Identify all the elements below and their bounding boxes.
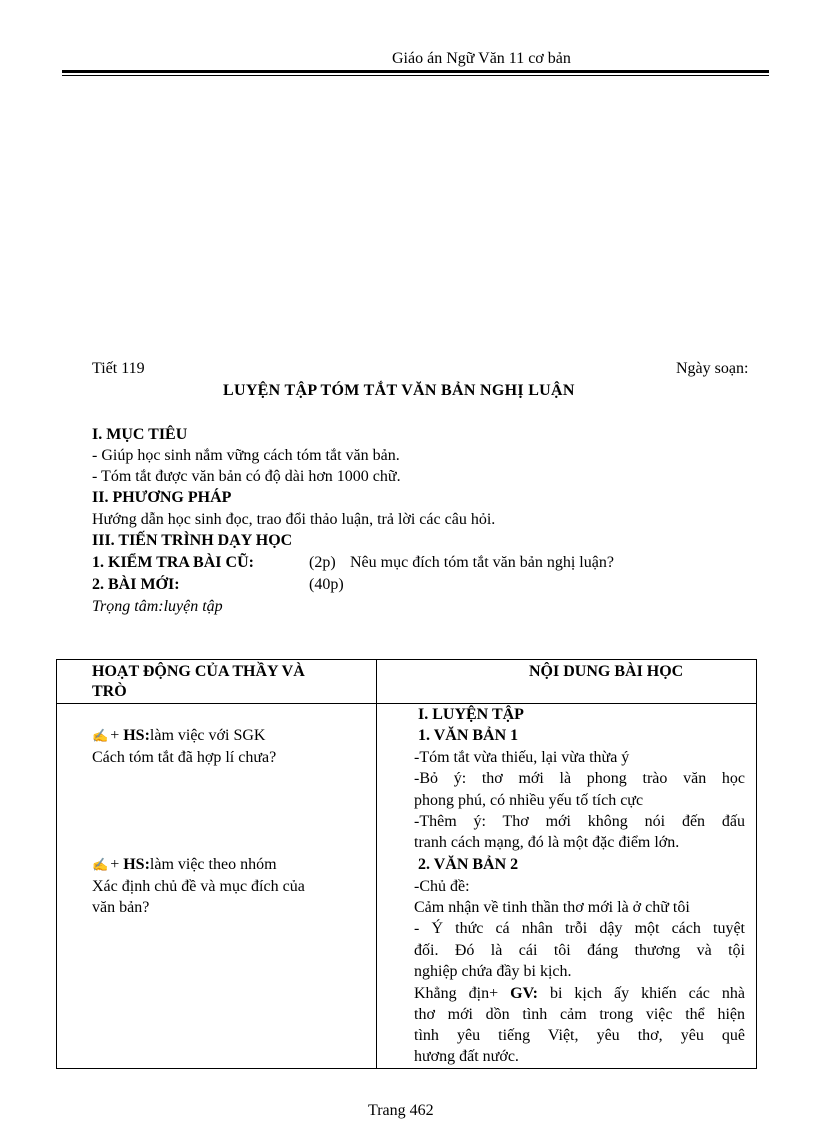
table-header-divider [56,703,757,704]
content-heading-text-2: 2. VĂN BẢN 2 [418,856,519,873]
focus-note: Trọng tâm:luyện tập [92,598,223,615]
section-1-line-1: - Giúp học sinh nắm vững cách tóm tắt văn bản. [92,447,400,464]
col-1-header-line-1: HOẠT ĐỘNG CỦA THẦY VÀ [92,663,305,680]
section-3-item-2-time: (40p) [309,576,344,593]
header-rule-thin [62,75,769,76]
section-3-item-2-label: 2. BÀI MỚI: [92,576,180,593]
activity-1-role: HS: [123,727,150,744]
content-line-3: phong phú, có nhiều yếu tố tích cực [414,792,644,809]
content-line-13: tình yêu tiếng Việt, yêu thơ, yêu quê [414,1027,745,1044]
section-3-item-1-text: Nêu mục đích tóm tắt văn bản nghị luận? [350,554,614,571]
activity-2-question-line-2: văn bản? [92,899,150,916]
date-label: Ngày soạn: [676,360,749,377]
content-heading-text-1: 1. VĂN BẢN 1 [418,727,519,744]
content-line-12: thơ mới dồn tình cảm trong việc thể hiện [414,1006,745,1023]
activity-2: ✍ + HS:làm việc theo nhóm [92,856,277,873]
table-column-divider [376,659,377,1069]
content-line-11: Khẳng địn+ GV: bi kịch ấy khiến các nhà [414,985,746,1002]
section-1-line-2: - Tóm tắt được văn bản có độ dài hơn 1000 chữ. [92,468,401,485]
activity-1-question: Cách tóm tắt đã hợp lí chưa? [92,749,277,766]
header-rule-thick [62,70,769,73]
content-line-9: đối. Đó là cái tôi đáng thương và tội [414,942,745,959]
content-line-2: -Bỏ ý: thơ mới là phong trào văn học [414,770,745,787]
content-line-6: -Chủ đề: [414,878,470,895]
content-line-4: -Thêm ý: Thơ mới không nói đến đấu [414,813,745,830]
activity-2-text: làm việc theo nhóm [149,856,277,873]
writing-hand-icon: ✍ [92,857,109,872]
header-title: Giáo án Ngữ Văn 11 cơ bản [392,50,571,67]
activity-1-text: làm việc với SGK [149,727,266,744]
activity-1: ✍ + HS:làm việc với SGK [92,727,266,744]
section-3-heading: III. TIẾN TRÌNH DẠY HỌC [92,532,293,549]
col-2-header: NỘI DUNG BÀI HỌC [529,663,684,680]
activity-2-role: HS: [123,856,150,873]
content-line-8: - Ý thức cá nhân trỗi dậy một cách tuyệt [414,920,745,937]
content-line-14: hương đất nước. [414,1048,519,1065]
activity-2-question-line-1: Xác định chủ đề và mục đích của [92,878,305,895]
section-3-item-1-label: 1. KIỂM TRA BÀI CŨ: [92,554,254,571]
page-number: Trang 462 [368,1102,434,1119]
content-line-1: -Tóm tắt vừa thiếu, lại vừa thừa ý [414,749,630,766]
content-line-7: Cảm nhận về tinh thần thơ mới là ở chữ tôi [414,899,690,916]
section-3-item-1-time: (2p) [309,554,336,571]
content-line-5: tranh cách mạng, đó là một đặc điểm lớn. [414,834,680,851]
lesson-period: Tiết 119 [92,360,145,377]
lesson-title: LUYỆN TẬP TÓM TẮT VĂN BẢN NGHỊ LUẬN [223,382,575,399]
section-2-line: Hướng dẫn học sinh đọc, trao đổi thảo luận, trả lời các câu hỏi. [92,511,496,528]
writing-hand-icon: ✍ [92,728,109,743]
section-2-heading: II. PHƯƠNG PHÁP [92,489,232,506]
col-1-header-line-2: TRÒ [92,683,127,700]
section-1-heading: I. MỤC TIÊU [92,426,188,443]
content-line-10: nghiệp chứa đầy bi kịch. [414,963,572,980]
content-heading-practice: I. LUYỆN TẬP [418,706,524,723]
